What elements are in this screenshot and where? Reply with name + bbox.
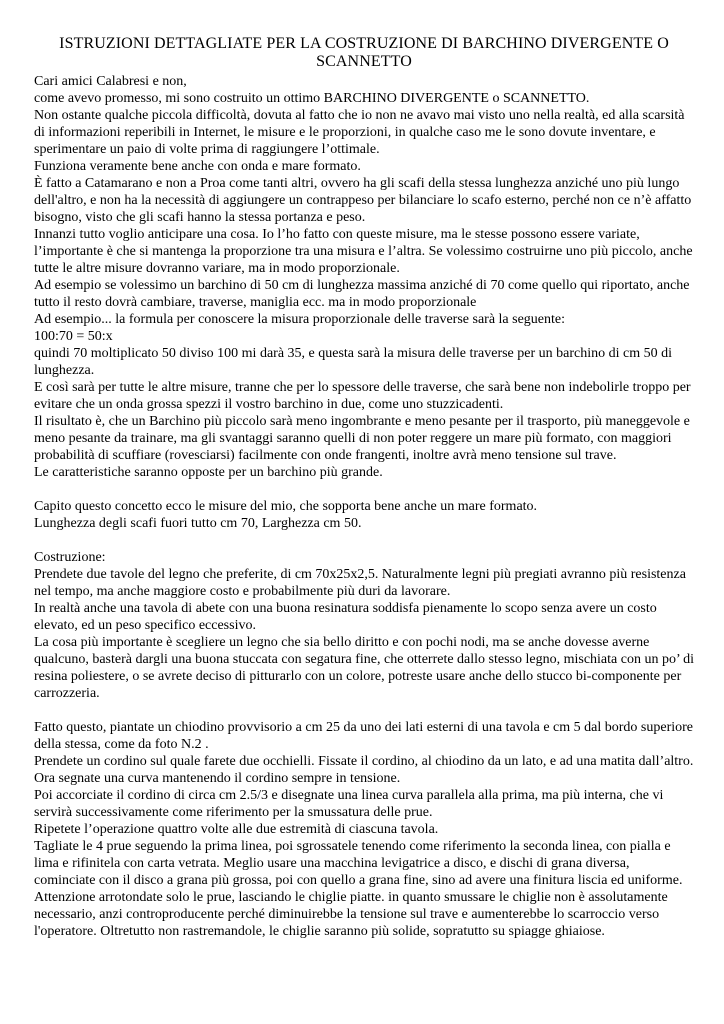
section-heading-costruzione: Costruzione: bbox=[34, 550, 106, 565]
paragraph-works-well: Funziona veramente bene anche con onda e mare formato. bbox=[34, 159, 361, 174]
paragraph-result-large: Le caratteristiche saranno opposte per un barchino più grande. bbox=[34, 465, 383, 480]
paragraph-cut-bows: Tagliate le 4 prue seguendo la prima linea, poi sgrossatele tenendo come riferimento la seconda linea, con pialla e lima e rifinitela con carta vetrata. Meglio usare una macchina levigatrice a disco, e dischi di grana diversa, cominciate con il disco a grana più grossa, poi con quello a grana fine, sino ad avere una finitura liscia ed uniforme. bbox=[34, 839, 683, 888]
blank-line bbox=[34, 702, 694, 719]
paragraph-example-50cm: Ad esempio se volessimo un barchino di 50 cm di lunghezza massima anziché di 70 come quello qui riportato, anche tutto il resto dovrà cambiare, traverse, maniglia ecc. ma in modo proporzionale bbox=[34, 278, 690, 310]
paragraph-formula-intro: Ad esempio... la formula per conoscere la misura proporzionale delle traverse sarà la seguente: bbox=[34, 312, 566, 327]
paragraph-formula-result: quindi 70 moltiplicato 50 diviso 100 mi darà 35, e questa sarà la misura delle traverse per un barchino di cm 50 di lunghezza. bbox=[34, 346, 673, 378]
blank-line bbox=[34, 532, 694, 549]
document-title: ISTRUZIONI DETTAGLIATE PER LA COSTRUZIONE DI BARCHINO DIVERGENTE O SCANNETTO bbox=[59, 35, 669, 70]
paragraph-nail: Fatto questo, piantate un chiodino provvisorio a cm 25 da uno dei lati esterni di una tavola e cm 5 dal bordo superiore della stessa, come da foto N.2 . bbox=[34, 720, 694, 752]
paragraph-repeat: Ripetete l’operazione quattro volte alle due estremità di ciascuna tavola. bbox=[34, 822, 439, 837]
paragraph-proportions: Innanzi tutto voglio anticipare una cosa. Io l’ho fatto con queste misure, ma le stesse possono essere variate, l’importante è che si mantenga la proporzione tra una misura e l’altra. Se volessimo costruirne uno più piccolo, anche tutte le altre misure dovranno variare, ma in modo proporzionale. bbox=[34, 227, 693, 276]
paragraph-catamarano: È fatto a Catamarano e non a Proa come tanti altri, ovvero ha gli scafi della stessa lunghezza anziché uno più lungo dell'altro, e non ha la necessità di aggiungere un contrappeso per bilanciare lo scafo esterno, perché non ce n’è affatto bisogno, visto che gli scafi hanno la stessa portanza e peso. bbox=[34, 176, 692, 225]
paragraph-promise: come avevo promesso, mi sono costruito un ottimo BARCHINO DIVERGENTE o SCANNETTO. bbox=[34, 91, 590, 106]
paragraph-wood-choice: La cosa più importante è scegliere un legno che sia bello diritto e con pochi nodi, ma se anche dovesse averne qualcuno, basterà dargli una buona stuccata con segatura fine, che otterrete dallo stesso legno, mischiata con un po’ di resina poliestere, o se avrete deciso di pitturarlo con un colore, potreste usare anche dello stucco bi-componente per carrozzeria. bbox=[34, 635, 694, 701]
paragraph-measures-intro: Capito questo concetto ecco le misure del mio, che sopporta bene anche un mare formato. bbox=[34, 499, 538, 514]
paragraph-result-small: Il risultato è, che un Barchino più piccolo sarà meno ingombrante e meno pesante per il trasporto, più maneggevole e meno pesante da trainare, ma gli svantaggi saranno quelli di non poter reggere un mare più formato, con maggiori probabilità di scuffiare (rovesciarsi) facilmente con onde frangenti, inoltre avrà meno tensione sul trave. bbox=[34, 414, 690, 463]
document-page bbox=[34, 35, 694, 940]
blank-line bbox=[34, 481, 694, 498]
paragraph-fir-board: In realtà anche una tavola di abete con una buona resinatura soddisfa pienamente lo scopo senza avere un costo elevato, ed un peso specifico eccessivo. bbox=[34, 601, 657, 633]
paragraph-dimensions: Lunghezza degli scafi fuori tutto cm 70, Larghezza cm 50. bbox=[34, 516, 362, 531]
paragraph-boards: Prendete due tavole del legno che preferite, di cm 70x25x2,5. Naturalmente legni più pregiati avranno più resistenza nel tempo, ma anche maggiore costo e probabilmente più duri da lavorare. bbox=[34, 567, 686, 599]
paragraph-difficulties: Non ostante qualche piccola difficoltà, dovuta al fatto che io non ne avavo mai visto uno nella realtà, ed alla scarsità di informazioni reperibili in Internet, le misure e le proporzioni, in qualche caso me le sono dovute inventare, e sperimentare un paio di volte prima di raggiungere l’ottimale. bbox=[34, 108, 685, 157]
paragraph-thickness: E così sarà per tutte le altre misure, tranne che per lo spessore delle traverse, che sarà bene non indebolirle troppo per evitare che un onda grossa spezzi il vostro barchino in due, come uno stuzzicadenti. bbox=[34, 380, 691, 412]
paragraph-cord: Prendete un cordino sul quale farete due occhielli. Fissate il cordino, al chiodino da un lato, e ad una matita dall’altro. Ora segnate una curva mantenendo il cordino sempre in tensione. bbox=[34, 754, 694, 786]
paragraph-attention: Attenzione arrotondate solo le prue, lasciando le chiglie piatte. in quanto smussare le chiglie non è assolutamente necessario, anzi controproducente perché diminuirebbe la tensione sul trave e aumenterebbe lo scarroccio verso l'operatore. Oltretutto non rastremandole, le chiglie saranno più solide, sopratutto su spiagge ghiaiose. bbox=[34, 890, 668, 939]
paragraph-second-curve: Poi accorciate il cordino di circa cm 2.5/3 e disegnate una linea curva parallela alla prima, ma più interna, che vi servirà successivamente come riferimento per la smussatura delle prue. bbox=[34, 788, 664, 820]
paragraph-greeting: Cari amici Calabresi e non, bbox=[34, 74, 187, 89]
paragraph-formula: 100:70 = 50:x bbox=[34, 329, 113, 344]
